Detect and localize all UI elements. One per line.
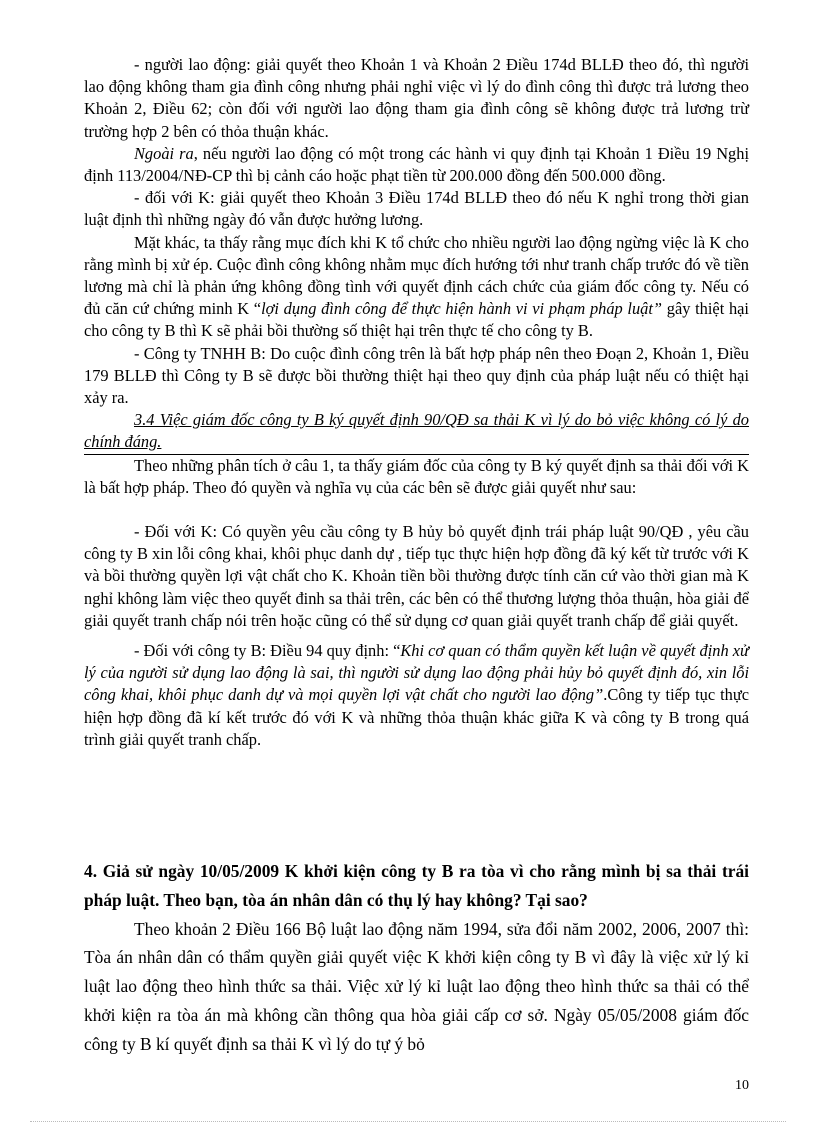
spacer xyxy=(84,632,749,640)
italic-quote: Khi cơ quan có thẩm quyền kết luận về quyết định xử lý của người sử dụng lao động là sai, thì người sử dụng lao động phải hủy bỏ quyết định đó, xin lỗi công khai, khôi phục danh dự và mọi quyền lợi vật chất cho người lao động” xyxy=(84,641,749,705)
paragraph-for-k: - đối với K: giải quyết theo Khoản 3 Điều 174d BLLĐ theo đó nếu K nghỉ trong thời gian luật định thì những ngày đó vẫn được hưởng lương. xyxy=(84,188,749,230)
footer-divider xyxy=(30,1121,786,1122)
paragraph-workers: - người lao động: giải quyết theo Khoản 1 và Khoản 2 Điều 174d BLLĐ theo đó, thì người lao động không tham gia đình công nhưng phải nghỉ việc vì lý do đình công thì được trả lương theo Khoản 2, Điều 62; còn đối với người lao động tham gia đình công sẽ không được trả lương trừ trường hợp 2 bên có thỏa thuận khác. xyxy=(84,55,749,141)
answer-4-paragraph: Theo khoản 2 Điều 166 Bộ luật lao động năm 1994, sửa đổi năm 2002, 2006, 2007 thì: Tòa án nhân dân có thẩm quyền giải quyết việc K khởi kiện công ty B vì đây là việc xử lý kỉ luật lao động theo hình thức sa thải. Việc xử lý kỉ luật lao động theo hình thức sa thải có thể khởi kiện ra tòa án mà không cần thông qua hòa giải cấp cơ sở. Ngày 05/05/2008 giám đốc công ty B kí quyết định sa thải K vì lý do tự ý bỏ xyxy=(84,918,749,1054)
spacer xyxy=(84,499,749,521)
paragraph-obligations-of-b: - Đối với công ty B: Điều 94 quy định: “Khi cơ quan có thẩm quyền kết luận về quyết định xử lý của người sử dụng lao động là sai, thì người sử dụng lao động phải hủy bỏ quyết định đó, xin lỗi công khai, khôi phục danh dự và mọi quyền lợi vật chất cho người lao động”.Công ty tiếp tục thực hiện hợp đồng đã kí kết trước đó với K và những thỏa thuận khác giữa K và công ty B trong quá trình giải quyết tranh chấp. xyxy=(84,641,749,749)
analysis-section xyxy=(84,54,749,751)
section-heading-3-4: 3.4 Việc giám đốc công ty B ký quyết định 90/QĐ sa thải K vì lý do bỏ việc không có lý do chính đáng. xyxy=(84,409,749,454)
question-4-section xyxy=(84,857,749,1059)
question-4-heading: 4. Giả sử ngày 10/05/2009 K khởi kiện công ty B ra tòa vì cho rằng mình bị sa thải trái pháp luật. Theo bạn, tòa án nhân dân có thụ lý hay không? Tại sao? xyxy=(84,861,749,910)
paragraph-analysis: Theo những phân tích ở câu 1, ta thấy giám đốc của công ty B ký quyết định sa thải đối với K là bất hợp pháp. Theo đó quyền và nghĩa vụ của các bên sẽ được giải quyết như sau: xyxy=(84,455,749,497)
paragraph-rights-of-k: - Đối với K: Có quyền yêu cầu công ty B hủy bỏ quyết định trái pháp luật 90/QĐ , yêu cầu công ty B xin lỗi công khai, khôi phục danh dự , tiếp tục thực hiện hợp đồng đã ký kết từ trước với K và bồi thường quyền lợi vật chất cho K. Khoản tiền bồi thường được tính căn cứ vào thời gian mà K nghỉ không làm việc theo quyết đinh sa thải trên, các bên có thể thương lượng thỏa thuận, hòa giải để giải quyết tranh chấp nói trên hoặc cũng có thể sử dụng cơ quan giải quyết tranh chấp để giải quyết. xyxy=(84,522,749,630)
paragraph-additionally: Ngoài ra, nếu người lao động có một trong các hành vi quy định tại Khoản 1 Điều 19 Nghị định 113/2004/NĐ-CP thì bị cảnh cáo hoặc phạt tiền từ 200.000 đồng đến 500.000 đồng. xyxy=(84,143,749,186)
page-number: 10 xyxy=(735,1078,749,1093)
italic-quote: lợi dụng đình công để thực hiện hành vi vi phạm pháp luật” xyxy=(261,299,663,319)
italic-phrase: Ngoài ra xyxy=(134,143,194,163)
paragraph-on-the-other-hand: Mặt khác, ta thấy rằng mục đích khi K tổ chức cho nhiều người lao động ngừng việc là K cho rằng mình bị xử ép. Cuộc đình công không nhằm mục đích hướng tới như tranh chấp trước đó về tiền lương mà chỉ là phản ứng không đồng tình với quyết định cách chức của giám đốc công ty. Nếu có đủ căn cứ chứng minh K “lợi dụng đình công để thực hiện hành vi vi phạm pháp luật” gây thiệt hại cho công ty B thì K sẽ phải bồi thường số thiệt hại trên thực tế cho công ty B. xyxy=(84,232,749,341)
paragraph-company-b: - Công ty TNHH B: Do cuộc đình công trên là bất hợp pháp nên theo Đoạn 2, Khoản 1, Điều 179 BLLĐ thì Công ty B sẽ được bồi thường thiệt hại theo quy định của pháp luật nếu có thiệt hại xảy ra. xyxy=(84,343,749,408)
